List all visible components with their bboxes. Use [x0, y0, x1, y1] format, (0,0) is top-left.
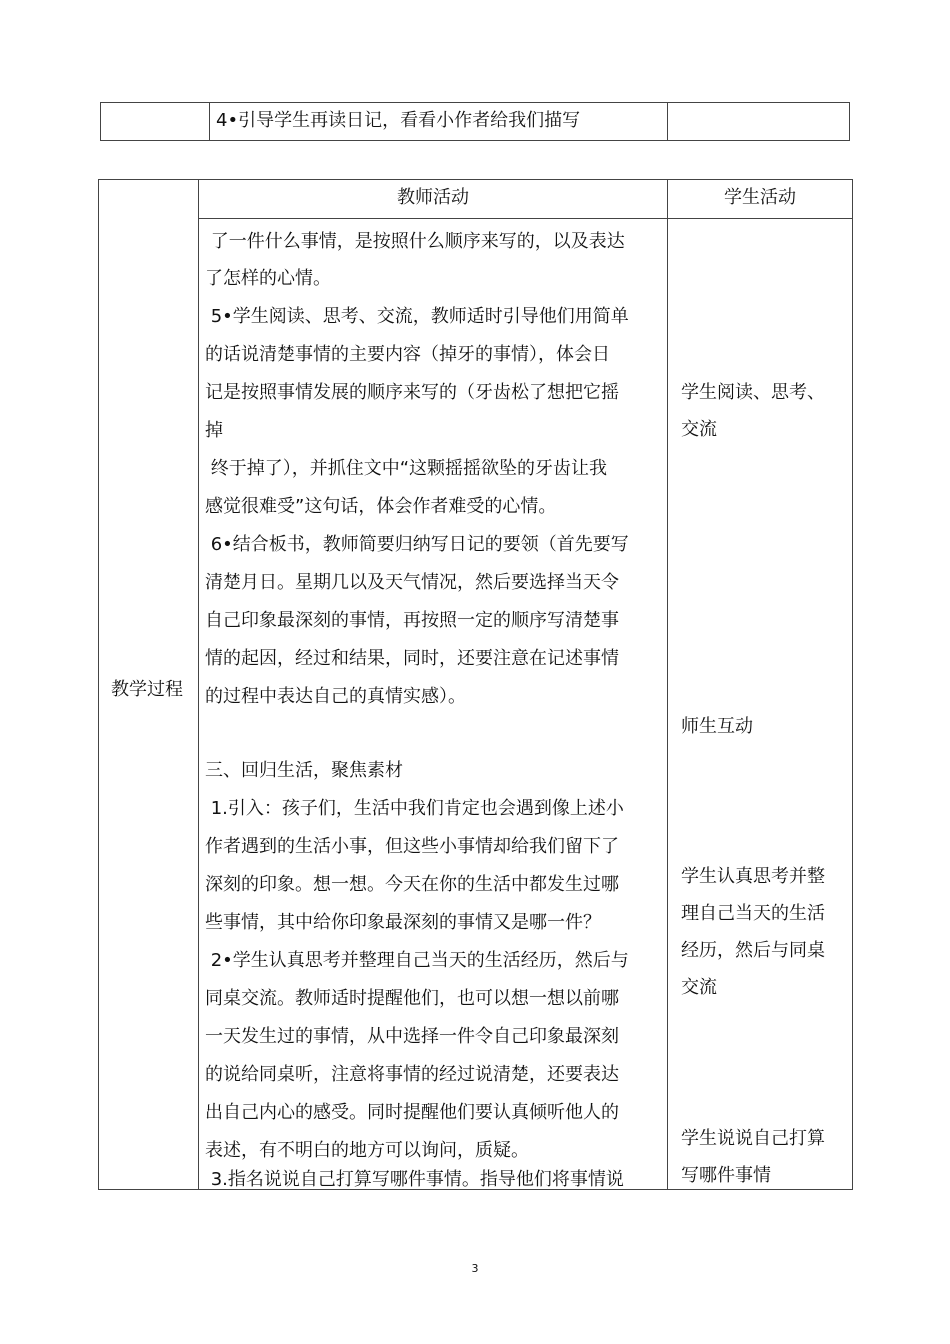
teacher-line: 作者遇到的生活小事，但这些小事情却给我们留下了: [205, 836, 619, 857]
teacher-line: 的说给同桌听，注意将事情的经过说清楚，还要表达: [205, 1064, 619, 1085]
section-heading: 三、回归生活，聚焦素材: [205, 760, 403, 781]
teacher-line: 出自己内心的感受。同时提醒他们要认真倾听他人的: [205, 1102, 619, 1123]
student-line: 师生互动: [681, 716, 753, 737]
teacher-line: 些事情，其中给你印象最深刻的事情又是哪一件？: [205, 912, 601, 933]
teacher-line: 3.指名说说自己打算写哪件事情。指导他们将事情说: [205, 1169, 624, 1190]
teacher-line: 了一件什么事情，是按照什么顺序来写的，以及表达: [205, 231, 625, 252]
teacher-line: 的话说清楚事情的主要内容（掉牙的事情），体会日: [205, 344, 610, 365]
teacher-line: 2•学生认真思考并整理自己当天的生活经历，然后与: [205, 950, 629, 971]
teacher-line: 掉: [205, 420, 223, 441]
teacher-line: 5•学生阅读、思考、交流，教师适时引导他们用简单: [205, 306, 629, 327]
student-activity-header: 学生活动: [724, 187, 796, 208]
top-table-teacher-text: 4•引导学生再读日记，看看小作者给我们描写: [216, 110, 581, 131]
teacher-line: 一天发生过的事情，从中选择一件令自己印象最深刻: [205, 1026, 619, 1047]
student-line: 经历，然后与同桌: [681, 940, 825, 961]
teacher-line: 6•结合板书，教师简要归纳写日记的要领（首先要写: [205, 534, 629, 555]
student-line: 写哪件事情: [681, 1165, 771, 1186]
student-line: 交流: [681, 419, 717, 440]
teacher-line: 感觉很难受”这句话，体会作者难受的心情。: [205, 496, 557, 517]
teacher-line: 表述，有不明白的地方可以询问，质疑。: [205, 1140, 529, 1161]
teacher-line: 同桌交流。教师适时提醒他们，也可以想一想以前哪: [205, 988, 619, 1009]
teacher-line: 自己印象最深刻的事情，再按照一定的顺序写清楚事: [205, 610, 619, 631]
student-line: 学生阅读、思考、: [681, 382, 825, 403]
teacher-line: 了怎样的心情。: [205, 268, 331, 289]
teacher-line: 1.引入：孩子们，生活中我们肯定也会遇到像上述小: [205, 798, 624, 819]
teacher-line: 深刻的印象。想一想。今天在你的生活中都发生过哪: [205, 874, 619, 895]
teacher-line: 情的起因，经过和结果，同时，还要注意在记述事情: [205, 648, 619, 669]
teacher-activity-header: 教师活动: [397, 187, 469, 208]
student-line: 学生说说自己打算: [681, 1128, 825, 1149]
main-table-student-body-cell: [667, 218, 853, 1190]
student-line: 学生认真思考并整: [681, 866, 825, 887]
teacher-line: 的过程中表达自己的真情实感）。: [205, 686, 466, 707]
row-label-teaching-process: 教学过程: [111, 679, 183, 700]
teacher-line: 记是按照事情发展的顺序来写的（牙齿松了想把它摇: [205, 382, 619, 403]
teacher-line: 终于掉了），并抓住文中“这颗摇摇欲坠的牙齿让我: [205, 458, 608, 479]
teacher-line: 清楚月日。星期几以及天气情况，然后要选择当天令: [205, 572, 619, 593]
student-line: 理自己当天的生活: [681, 903, 825, 924]
page-number: 3: [471, 1262, 479, 1275]
top-table-label-cell: [100, 102, 210, 141]
top-table-student-cell: [667, 102, 850, 141]
student-line: 交流: [681, 977, 717, 998]
